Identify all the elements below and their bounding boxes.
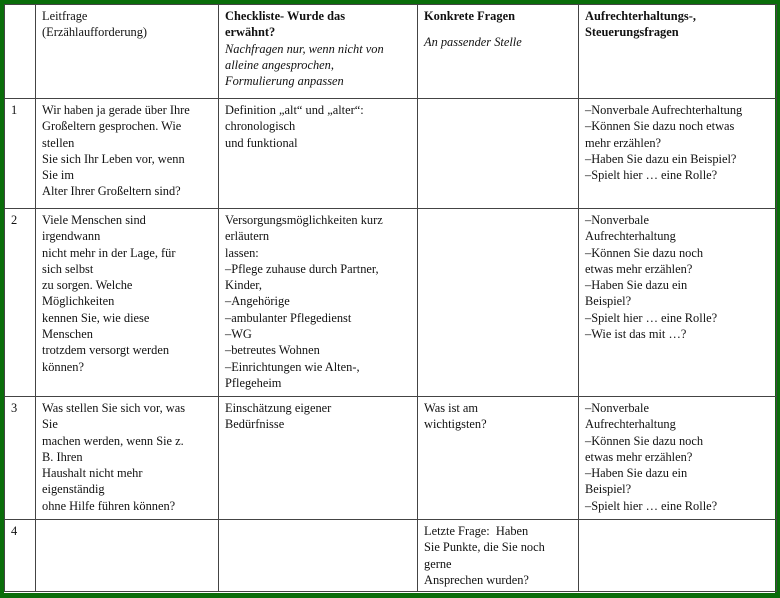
row-number: 1: [5, 99, 36, 209]
cell-line: Was ist am: [424, 401, 479, 415]
cell-line: Beispiel?: [585, 294, 632, 309]
header-checkliste-note: Formulierung anpassen: [225, 74, 344, 89]
konkrete-fragen-cell: [418, 209, 579, 397]
cell-line: etwas mehr erzählen?: [585, 261, 693, 276]
cell-line: –Spielt hier … eine Rolle?: [585, 168, 718, 183]
header-konkrete-fragen-note: An passender Stelle: [424, 35, 522, 50]
row-number: 2: [5, 209, 36, 397]
cell-line: Einschätzung eigener: [225, 401, 332, 415]
cell-line: Beispiel?: [585, 482, 632, 497]
cell-line: Sie im: [42, 168, 75, 183]
table-frame: [4, 4, 775, 593]
cell-line: –Können Sie dazu noch: [585, 433, 704, 448]
cell-line: Versorgungsmöglichkeiten kurz: [225, 213, 383, 227]
konkrete-fragen-cell: [418, 397, 579, 520]
cell-line: sich selbst: [42, 261, 94, 276]
cell-line: –Spielt hier … eine Rolle?: [585, 498, 718, 513]
table-row: [5, 209, 777, 397]
cell-line: Bedürfnisse: [225, 417, 285, 432]
header-konkrete-fragen-cell: [418, 5, 579, 99]
cell-line: Alter Ihrer Großeltern sind?: [42, 184, 181, 199]
steuerungsfragen-cell: [579, 99, 777, 209]
header-num-cell: [5, 5, 36, 99]
cell-line: stellen: [42, 135, 75, 150]
cell-line: zu sorgen. Welche: [42, 278, 133, 293]
header-leitfrage-cell: [36, 5, 219, 99]
cell-line: –Spielt hier … eine Rolle?: [585, 310, 718, 325]
header-leitfrage-line: (Erzählaufforderung): [42, 25, 148, 40]
steuerungsfragen-cell: [579, 520, 777, 592]
header-checkliste-title: erwähnt?: [225, 25, 276, 40]
cell-line: irgendwann: [42, 229, 101, 244]
cell-line: eigenständig: [42, 482, 105, 497]
konkrete-fragen-cell: [418, 520, 579, 592]
cell-line: gerne: [424, 556, 452, 571]
cell-line: –ambulanter Pflegedienst: [225, 310, 352, 325]
cell-line: –Können Sie dazu noch: [585, 245, 704, 260]
cell-line: –WG: [225, 327, 252, 342]
cell-line: –Haben Sie dazu ein: [585, 278, 688, 293]
cell-line: Wir haben ja gerade über Ihre: [42, 103, 190, 117]
cell-line: etwas mehr erzählen?: [585, 449, 693, 464]
cell-line: trotzdem versorgt werden: [42, 343, 170, 358]
header-leitfrage-line: Leitfrage: [42, 9, 88, 23]
checkliste-cell: [219, 520, 418, 592]
cell-line: –Nonverbale: [585, 213, 649, 227]
checkliste-cell: [219, 209, 418, 397]
header-steuerungsfragen-cell: [579, 5, 777, 99]
interview-guide-table: [4, 4, 777, 592]
cell-line: ohne Hilfe führen können?: [42, 498, 176, 513]
leitfrage-cell: [36, 209, 219, 397]
cell-line: Kinder,: [225, 278, 263, 293]
steuerungsfragen-cell: [579, 397, 777, 520]
cell-line: –Wie ist das mit …?: [585, 327, 687, 342]
cell-line: Viele Menschen sind: [42, 213, 146, 227]
leitfrage-cell: [36, 520, 219, 592]
cell-line: B. Ihren: [42, 449, 83, 464]
header-steuerungsfragen-title: Aufrechterhaltungs-,: [585, 9, 696, 23]
cell-line: erläutern: [225, 229, 270, 244]
cell-line: machen werden, wenn Sie z.: [42, 433, 184, 448]
cell-line: können?: [42, 359, 84, 374]
cell-line: Pflegeheim: [225, 375, 282, 390]
header-checkliste-title: Checkliste- Wurde das: [225, 9, 346, 23]
cell-line: Definition „alt“ und „alter“:: [225, 103, 364, 117]
cell-line: nicht mehr in der Lage, für: [42, 245, 176, 260]
cell-line: –Nonverbale Aufrechterhaltung: [585, 103, 743, 117]
header-checkliste-note: alleine angesprochen,: [225, 57, 334, 72]
leitfrage-cell: [36, 99, 219, 209]
cell-line: Letzte Frage: Haben: [424, 524, 529, 538]
row-number: 3: [5, 397, 36, 520]
cell-line: mehr erzählen?: [585, 135, 662, 150]
table-row: [5, 397, 777, 520]
cell-line: und funktional: [225, 135, 298, 150]
cell-line: Aufrechterhaltung: [585, 417, 676, 432]
header-steuerungsfragen-title: Steuerungsfragen: [585, 25, 679, 40]
checkliste-cell: [219, 99, 418, 209]
cell-line: wichtigsten?: [424, 417, 487, 432]
table-row: [5, 520, 777, 592]
row-number: 4: [5, 520, 36, 592]
cell-line: Haushalt nicht mehr: [42, 466, 143, 481]
cell-line: –Können Sie dazu noch etwas: [585, 119, 735, 134]
header-konkrete-fragen-title: Konkrete Fragen: [424, 9, 515, 23]
cell-line: Sie Punkte, die Sie noch: [424, 540, 545, 555]
cell-line: –Angehörige: [225, 294, 290, 309]
header-row: [5, 5, 777, 99]
cell-line: Ansprechen wurden?: [424, 572, 529, 587]
cell-line: –Nonverbale: [585, 401, 649, 415]
header-checkliste-cell: [219, 5, 418, 99]
cell-line: lassen:: [225, 245, 259, 260]
cell-line: Großeltern gesprochen. Wie: [42, 119, 182, 134]
table-row: [5, 99, 777, 209]
konkrete-fragen-cell: [418, 99, 579, 209]
header-checkliste-note: Nachfragen nur, wenn nicht von: [225, 41, 384, 56]
cell-line: Menschen: [42, 327, 93, 342]
checkliste-cell: [219, 397, 418, 520]
cell-line: Möglichkeiten: [42, 294, 115, 309]
cell-line: –Einrichtungen wie Alten-,: [225, 359, 360, 374]
cell-line: Was stellen Sie sich vor, was: [42, 401, 186, 415]
steuerungsfragen-cell: [579, 209, 777, 397]
cell-line: –Pflege zuhause durch Partner,: [225, 261, 379, 276]
cell-line: –Haben Sie dazu ein: [585, 466, 688, 481]
leitfrage-cell: [36, 397, 219, 520]
cell-line: –betreutes Wohnen: [225, 343, 320, 358]
cell-line: Sie sich Ihr Leben vor, wenn: [42, 151, 185, 166]
cell-line: chronologisch: [225, 119, 296, 134]
cell-line: Aufrechterhaltung: [585, 229, 676, 244]
cell-line: kennen Sie, wie diese: [42, 310, 150, 325]
cell-line: Sie: [42, 417, 58, 432]
cell-line: –Haben Sie dazu ein Beispiel?: [585, 151, 737, 166]
